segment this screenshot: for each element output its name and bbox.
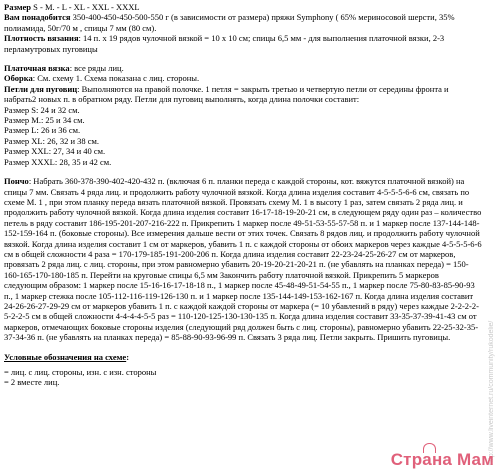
buttonholes-value: : Выполняются на правой полочке. 1 петля = закрыть третью и четвертую петли от середины фронта и набрать2 новых п. в обратном ряду. Петли для пуговиц выполнять, когда длина полочки составит: <box>4 83 449 105</box>
size-label: Размер <box>4 2 32 12</box>
yarn-value: 350-400-450-450-500-550 г (в зависимости от размера) пряжи Symphony ( 65% мериносовой шерсти, 35% полиамида, 50г/70 м , спицы 7 мм (80 см). <box>4 12 455 33</box>
yarn-label: Вам понадобится <box>4 12 71 23</box>
garter-value: : все ряды лиц. <box>69 63 124 74</box>
size-value: S - M. - L - XL - XXL - XXXL <box>31 2 140 12</box>
legend-title-text: Условные обозначения на схеме <box>4 351 127 362</box>
poncho-label: Пончо <box>4 176 29 187</box>
poncho-paragraph <box>4 176 482 343</box>
ribbing-line <box>4 73 482 83</box>
buttonholes-label: Петли для пуговиц <box>4 83 78 94</box>
size-item: Размер XL: 26, 32 и 38 см. <box>4 135 100 146</box>
legend-title: Условные обозначения на схеме: <box>4 351 130 362</box>
pattern-document <box>4 2 482 388</box>
yarn-line <box>4 12 482 33</box>
size-item: Размер L: 26 и 36 см. <box>4 125 81 136</box>
poncho-text: : Набрать 360-378-390-402-420-432 п. (включая 6 п. планки переда с каждой стороны, кот. вяжутся платочной вязкой) на спицы 7 мм. Связать 4 ряда лиц. и продолжить работу чулочной вязкой. Когда длина изделия составит 4-5-5-5-6-6 см, связать по схеме М. 1 , при этом планку переда вязать платочной вязкой. Провязать схему М. 1 в высоту 1 раз, затем связать 2 ряда лиц. и продолжить работу чулочной вязкой. Когда длина изделия составит 16-17-18-19-20-21 см, в следующем ряду один раз – количество петель в ряду составит 186-195-201-207-216-222 п. Прикрепить 1 маркер после 49-51-53-55-57-58 п. и 1 маркер после 137-144-148-152-159-164 п. (боковые стороны). Все измерения дальше вести от этих точек. Связать 8 рядов лиц. и продолжить работу чулочной вязкой. Когда длина изделия составит 1 см от маркеров, убавить 1 п. с каждой стороны от обоих маркеров через каждые 4-5-5-5-6-6 см в общей сложности 4 раза = 170-179-185-191-200-206 п. Когда длина изделия составит 22-23-24-25-26-27 см от маркеров, провязать 2 ряда лиц. с лиц. стороны, при этом равномерно убавить 20-19-20-21-20-21 п. (не убавлять на планках переда) = 150-160-165-170-180-185 п. Перейти на круговые спицы 6,5 мм Закончить работу платочной вязкой. Прикрепить 5 маркеров следующим образом: 1 маркер после 15-16-16-17-18-18 п., 1 маркер после 45-48-49-51-54-55 п., 1 маркер после 75-80-83-85-90-93 п., 1 маркер стежка после 105-112-116-119-126-130 п. и 1 маркер после 135-144-149-153-162-167 п. Когда длина изделия составит 24-26-26-27-29-29 см от маркеров убавить 1 п. с каждой каждой стороны от маркера (= 10 убавлений в ряду) через каждые 2-2-2-2-5-2-2-5 см в общей сложности 4-4-4-4-5-5 раз = 110-120-125-130-130-135 п. Когда длина изделия составит 33-35-37-39-41-43 см от маркеров, отмечающих боковые стороны изделия (следующий ряд должен быть с лиц. стороны), равномерно убавить 22-25-32-35-37-34-36 п. (не убавлять на планках переда) = 85-88-90-93-96-99 п. Связать 3 ряда лиц. Петли закрыть. Пришить пуговицы. <box>4 176 482 343</box>
gauge-line <box>4 33 482 54</box>
ribbing-label: Оборка <box>4 73 33 84</box>
side-watermark: http://www.liveinternet.ru/community/rukodelie/ <box>488 320 495 465</box>
site-logo: Страна Мам <box>390 449 494 469</box>
size-item: Размер S: 24 и 32 см. <box>4 104 80 115</box>
gauge-value: : 14 п. х 19 рядов чулочной вязкой = 10 х 10 см; спицы 6,5 мм - для выполнения платочной вязки, 2-3 перламутровых пуговицы <box>4 33 445 54</box>
size-item: Размер M.: 25 и 34 см. <box>4 115 85 126</box>
garter-line <box>4 63 482 73</box>
legend-item: = лиц. с лиц. стороны, изн. с изн. стороны <box>4 367 157 377</box>
size-item: Размер XXL: 27, 34 и 40 см. <box>4 146 106 157</box>
legend-item: = 2 вместе лиц. <box>4 377 60 388</box>
buttonholes-line <box>4 84 482 105</box>
ribbing-value: : См. схему 1. Схема показана с лиц. стороны. <box>32 73 200 84</box>
sizes-list <box>4 105 482 167</box>
gauge-label: Плотность вязания <box>4 33 79 44</box>
size-item: Размер XXXL: 28, 35 и 42 см. <box>4 156 112 167</box>
size-line <box>4 2 482 12</box>
garter-label: Платочная вязка <box>4 63 70 74</box>
